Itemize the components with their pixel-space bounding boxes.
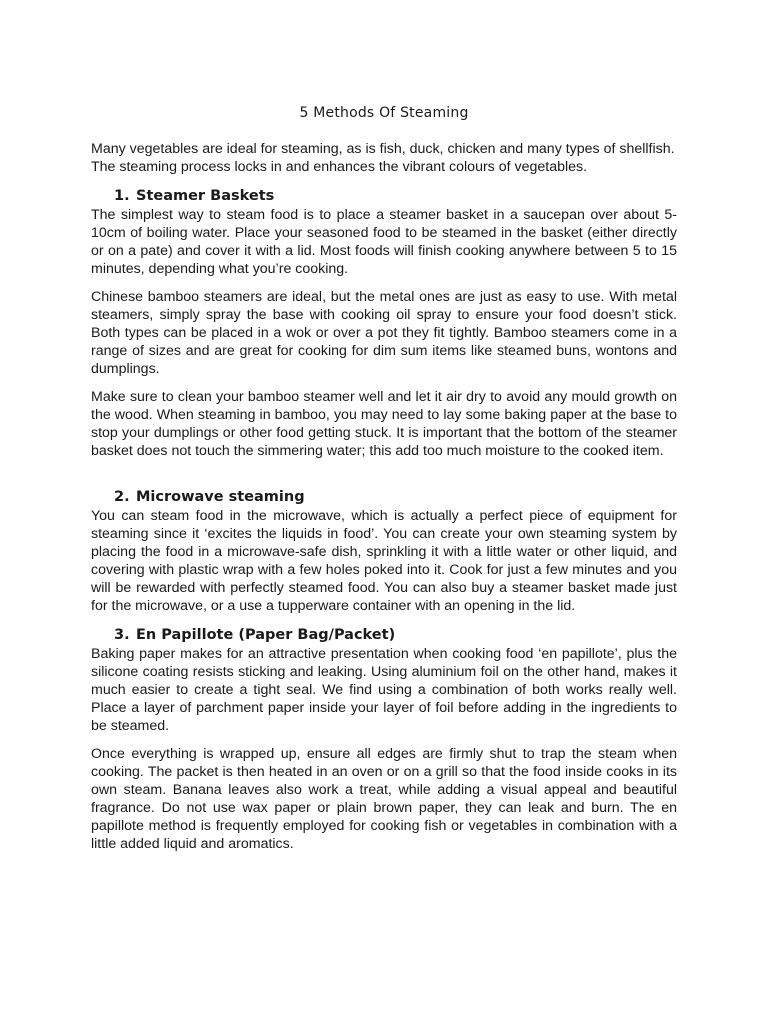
section-heading-text: Microwave steaming bbox=[136, 489, 305, 505]
section-paragraph: Chinese bamboo steamers are ideal, but the metal ones are just as easy to use. With metal steamers, simply spray the base with cooking oil spray to ensure your food doesn’t stick. Both types can be placed in a wok or over a pot they fit tightly. Bamboo steamers come in a range of sizes and are great for cooking for dim sum items like steamed buns, wontons and dumplings. bbox=[91, 289, 677, 377]
section-heading bbox=[91, 186, 677, 206]
section-paragraph: Make sure to clean your bamboo steamer well and let it air dry to avoid any mould growth on the wood. When steaming in bamboo, you may need to lay some baking paper at the base to stop your dumplings or other food getting stuck. It is important that the bottom of the steamer basket does not touch the simmering water; this add too much moisture to the cooked item. bbox=[91, 389, 677, 459]
section-en-papillote bbox=[91, 625, 677, 853]
section-microwave-steaming bbox=[91, 487, 677, 615]
document-title: 5 Methods Of Steaming bbox=[299, 105, 469, 121]
document-page bbox=[91, 103, 677, 853]
section-paragraph: You can steam food in the microwave, which is actually a perfect piece of equipment for steaming since it ‘excites the liquids in food’. You can create your own steaming system by placing the food in a microwave-safe dish, sprinkling it with a little water or other liquid, and covering with plastic wrap with a few holes poked into it. Cook for just a few minutes and you will be rewarded with perfectly steamed food. You can also buy a steamer basket made just for the microwave, or a use a tupperware container with an opening in the lid. bbox=[91, 508, 677, 614]
section-paragraph: Once everything is wrapped up, ensure all edges are firmly shut to trap the steam when cooking. The packet is then heated in an oven or on a grill so that the food inside cooks in its own steam. Banana leaves also work a treat, while adding a visual appeal and beautiful fragrance. Do not use wax paper or plain brown paper, they can leak and burn. The en papillote method is frequently employed for cooking fish or vegetables in combination with a little added liquid and aromatics. bbox=[91, 746, 677, 852]
section-number: 3. bbox=[114, 627, 130, 643]
section-heading-text: En Papillote (Paper Bag/Packet) bbox=[136, 627, 396, 643]
section-number: 1. bbox=[114, 188, 130, 204]
section-heading bbox=[91, 625, 677, 645]
section-heading bbox=[91, 487, 677, 507]
section-paragraph: The simplest way to steam food is to place a steamer basket in a saucepan over about 5-10cm of boiling water. Place your seasoned food to be steamed in the basket (either directly or on a pate) and cover it with a lid. Most foods will finish cooking anywhere between 5 to 15 minutes, depending what you’re cooking. bbox=[91, 207, 677, 277]
section-number: 2. bbox=[114, 489, 130, 505]
intro-paragraph: Many vegetables are ideal for steaming, as is fish, duck, chicken and many types of shellfish. The steaming process locks in and enhances the vibrant colours of vegetables. bbox=[91, 141, 675, 175]
section-heading-text: Steamer Baskets bbox=[136, 188, 275, 204]
section-steamer-baskets bbox=[91, 186, 677, 460]
section-paragraph: Baking paper makes for an attractive presentation when cooking food ‘en papillote’, plus the silicone coating resists sticking and leaking. Using aluminium foil on the other hand, makes it much easier to create a tight seal. We find using a combination of both works really well. Place a layer of parchment paper inside your layer of foil before adding in the ingredients to be steamed. bbox=[91, 646, 677, 734]
